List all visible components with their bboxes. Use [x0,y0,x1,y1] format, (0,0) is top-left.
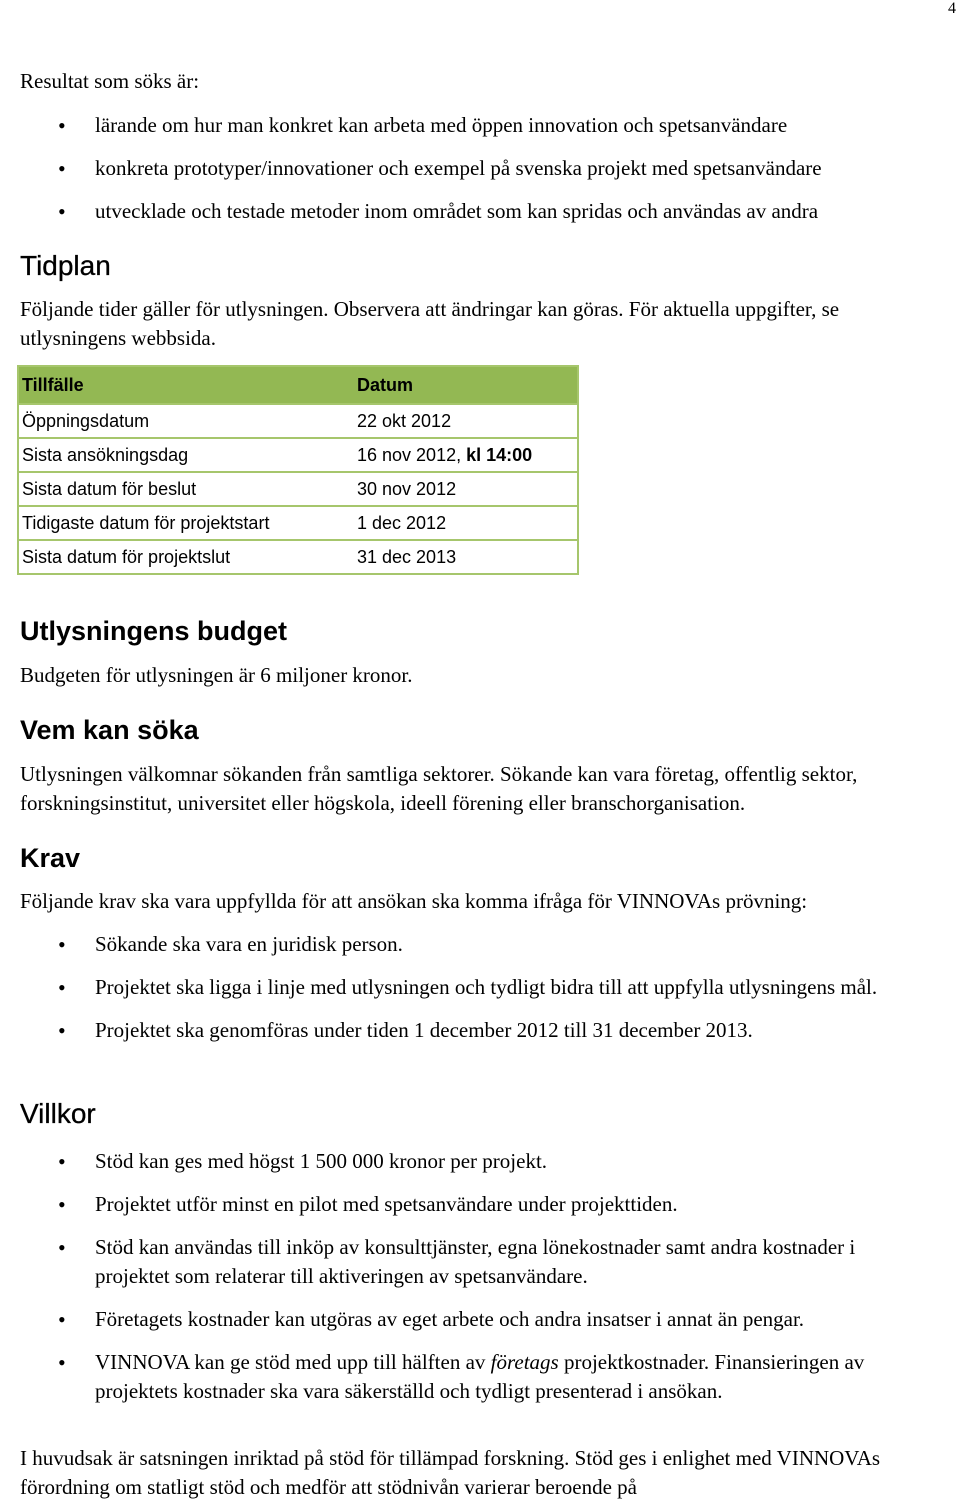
row-date: 1 dec 2012 [354,506,578,540]
row-date-cell [354,438,578,472]
list-item-emphasis: företags [490,1350,559,1374]
row-time: kl 14:00 [466,444,533,465]
table-header-row [18,366,578,404]
tidplan-text: Följande tider gäller för utlysningen. Observera att ändringar kan göras. För aktuella uppgifter, se utlysningens webbsida. [20,297,840,350]
list-item: • Projektet ska genomföras under tiden 1 december 2012 till 31 december 2013. [20,1016,880,1045]
list-item: • lärande om hur man konkret kan arbeta med öppen innovation och spetsanvändare [20,111,950,140]
row-date: 30 nov 2012 [354,472,578,506]
schedule-table [17,365,579,575]
list-item: • Stöd kan ges med högst 1 500 000 kronor per projekt. [20,1147,920,1176]
section-heading-krav: Krav [20,843,81,873]
list-item: • Stöd kan användas till inköp av konsulttjänster, egna lönekostnader samt andra kostnader i projektet som relaterar till aktiveringen av spetsanvändare. [20,1233,920,1291]
row-date: 16 nov 2012, [357,444,467,465]
table-row [18,404,578,438]
list-item: • utvecklade och testade metoder inom området som kan spridas och användas av andra [20,197,950,226]
row-label: Sista datum för beslut [18,472,354,506]
table-row [18,472,578,506]
page-number: 4 [948,0,956,17]
vem-text: Utlysningen välkomnar sökanden från samtliga sektorer. Sökande kan vara företag, offentlig sektor, forskningsinstitut, universitet eller högskola, ideell förening eller branschorganisation. [20,762,858,815]
list-item: • Projektet ska ligga i linje med utlysningen och tydligt bidra till att uppfylla utlysningens mål. [20,973,880,1002]
column-header-tillfalle: Tillfälle [18,366,354,404]
list-item: • Företagets kostnader kan utgöras av eget arbete och andra insatser i annat än pengar. [20,1305,920,1334]
krav-list [20,930,880,1045]
column-header-datum: Datum [354,366,578,404]
row-label: Öppningsdatum [18,404,354,438]
row-label: Sista datum för projektslut [18,540,354,574]
villkor-list [20,1147,920,1406]
krav-lead: Följande krav ska vara uppfyllda för att ansökan ska komma ifråga för VINNOVAs prövning: [20,889,808,913]
table-row [18,540,578,574]
row-label: Tidigaste datum för projektstart [18,506,354,540]
table-row [18,506,578,540]
list-item-text: VINNOVA kan ge stöd med upp till hälften av [95,1350,491,1374]
section-heading-villkor: Villkor [20,1098,96,1129]
list-item: • Projektet utför minst en pilot med spetsanvändare under projekttiden. [20,1190,920,1219]
section-heading-tidplan: Tidplan [20,250,111,281]
table-row [18,438,578,472]
closing-text: I huvudsak är satsningen inriktad på stöd för tillämpad forskning. Stöd ges i enlighet med VINNOVAs förordning om statligt stöd och medför att stödnivån varierar beroende på [20,1446,881,1499]
list-item-text: projektkostnader. Finansieringen av projektets kostnader ska vara säkerställd och tydligt presenterad i ansökan. [95,1350,865,1403]
list-item: • Sökande ska vara en juridisk person. [20,930,880,959]
intro-lead: Resultat som söks är: [20,69,200,93]
row-date: 22 okt 2012 [354,404,578,438]
list-item [20,1348,920,1406]
row-label: Sista ansökningsdag [18,438,354,472]
row-date: 31 dec 2013 [354,540,578,574]
budget-text: Budgeten för utlysningen är 6 miljoner kronor. [20,663,413,687]
list-item: • konkreta prototyper/innovationer och exempel på svenska projekt med spetsanvändare [20,154,950,183]
section-heading-budget: Utlysningens budget [20,616,288,646]
intro-list [20,111,950,226]
section-heading-vem: Vem kan söka [20,715,199,745]
